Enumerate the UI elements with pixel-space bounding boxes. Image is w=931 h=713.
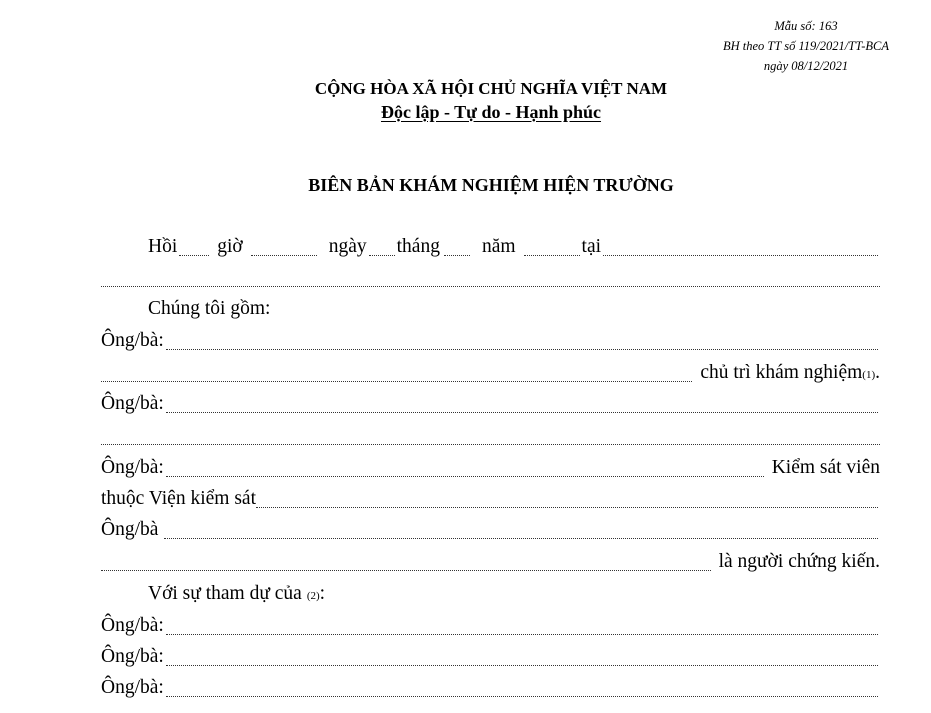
form-reference	[723, 16, 889, 76]
document-title: BIÊN BẢN KHÁM NGHIỆM HIỆN TRƯỜNG	[308, 175, 674, 195]
witness-role: là người chứng kiến.	[718, 551, 880, 572]
chair-person-line	[101, 330, 880, 356]
attendee-3-field[interactable]	[166, 695, 878, 697]
person-2-line	[101, 393, 880, 419]
witness-field[interactable]	[164, 537, 878, 539]
person-label: Ông/bà:	[101, 330, 164, 351]
day-field[interactable]	[369, 254, 395, 256]
attendee-2-line	[101, 646, 880, 672]
witness-role-line	[101, 551, 880, 577]
attendee-2-field[interactable]	[166, 664, 878, 666]
motto-text: Độc lập - Tự do - Hạnh phúc	[380, 102, 602, 122]
prosecutor-field[interactable]	[166, 475, 764, 477]
attendee-3-line	[101, 677, 880, 703]
year-field[interactable]	[524, 254, 580, 256]
attendee-1-line	[101, 615, 880, 641]
month-label: tháng	[396, 236, 440, 257]
attendee-1-field[interactable]	[166, 633, 878, 635]
procuracy-field[interactable]	[256, 506, 878, 508]
circular-reference: BH theo TT số 119/2021/TT-BCA	[723, 39, 889, 53]
person-label: Ông/bà:	[101, 677, 164, 698]
hour-label: Hồi	[148, 236, 178, 257]
attendance-intro: Với sự tham dự của (2) :	[148, 583, 326, 604]
person-label: Ông/bà:	[101, 457, 164, 478]
hour-field[interactable]	[179, 254, 209, 256]
participants-intro	[101, 298, 880, 324]
day-label: ngày	[328, 236, 367, 257]
witness-line	[101, 519, 880, 545]
prosecutor-line	[101, 457, 880, 483]
time-line	[101, 236, 880, 262]
attendance-text: Với sự tham dự của	[148, 583, 302, 604]
participants-intro-text: Chúng tôi gồm:	[148, 298, 271, 319]
procuracy-line	[101, 488, 880, 514]
location-label: tại	[581, 236, 602, 257]
chair-role: chủ trì khám nghiệm	[700, 362, 863, 383]
motto	[0, 101, 931, 123]
witness-field-continued[interactable]	[101, 569, 711, 571]
month-field[interactable]	[444, 254, 470, 256]
prosecutor-role: Kiểm sát viên	[771, 457, 880, 478]
form-number: Mẫu số: 163	[774, 19, 838, 33]
year-label: năm	[481, 236, 516, 257]
national-title: CỘNG HÒA XÃ HỘI CHỦ NGHĨA VIỆT NAM	[314, 79, 668, 98]
person-label: Ông/bà:	[101, 646, 164, 667]
person-2-field[interactable]	[166, 411, 878, 413]
location-field[interactable]	[603, 254, 878, 256]
person-label: Ông/bà:	[101, 393, 164, 414]
chair-person-field[interactable]	[166, 348, 878, 350]
person-label: Ông/bà:	[101, 615, 164, 636]
chair-role-line: chủ trì khám nghiệm (1) .	[101, 362, 880, 388]
location-field-continued[interactable]	[101, 285, 880, 287]
minute-field[interactable]	[251, 254, 317, 256]
chair-person-field-continued[interactable]	[101, 380, 692, 382]
form-date: ngày 08/12/2021	[763, 59, 849, 73]
procuracy-label: thuộc Viện kiểm sát	[101, 488, 256, 509]
minute-label: giờ	[217, 236, 243, 257]
person-label-no-colon: Ông/bà	[101, 519, 159, 540]
person-2-field-continued[interactable]	[101, 443, 880, 445]
